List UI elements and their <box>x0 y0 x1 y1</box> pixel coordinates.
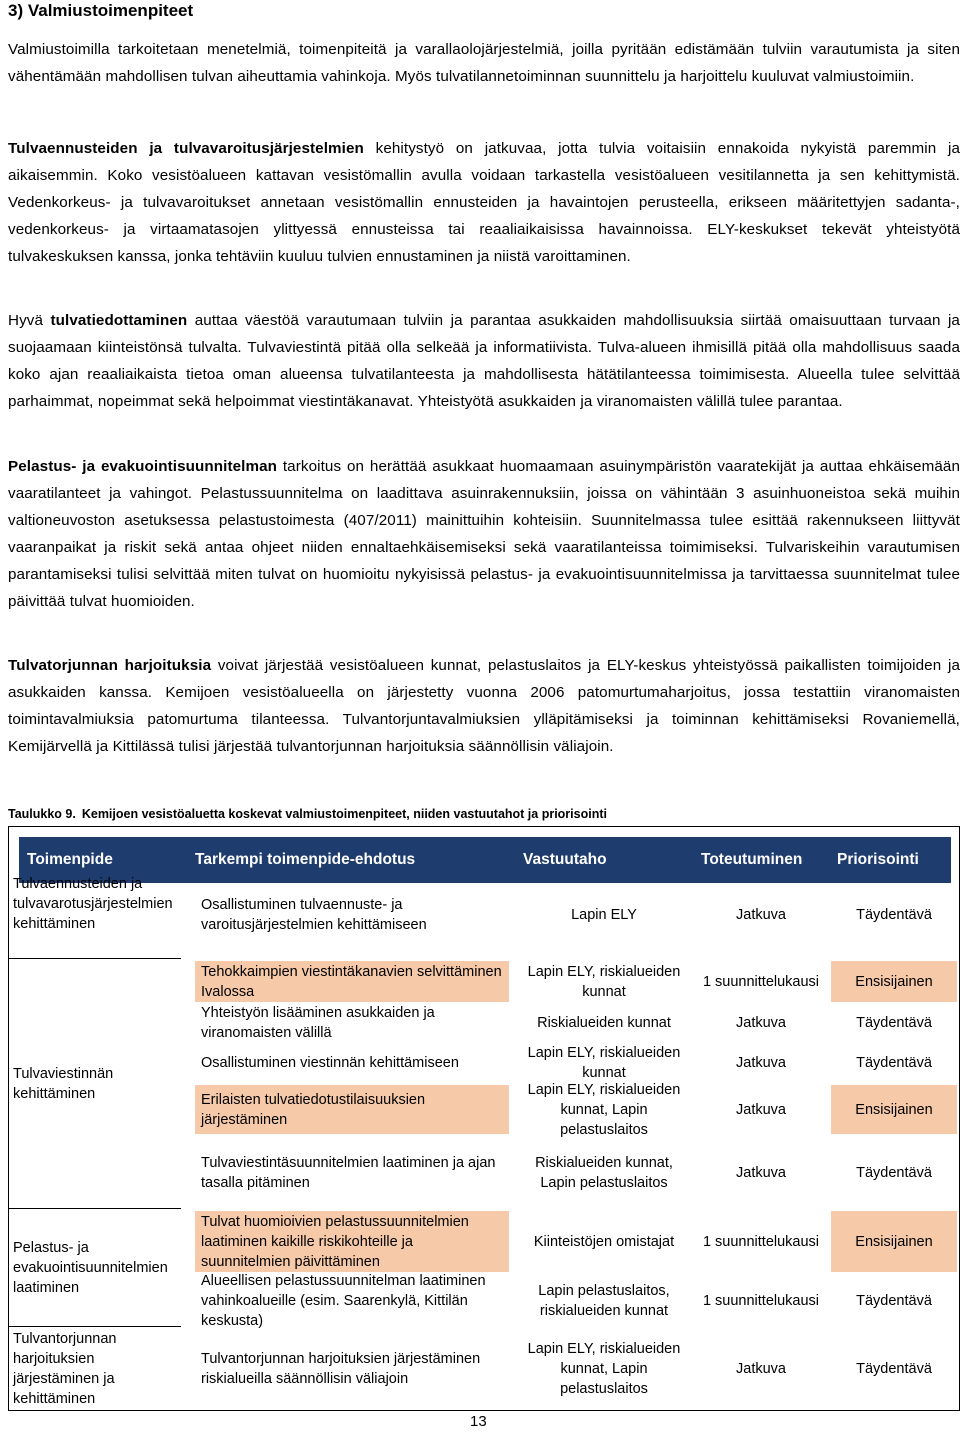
table-cell-priority-text: Täydentävä <box>856 1292 932 1309</box>
table-cell-priority <box>831 961 957 1002</box>
table-cell-responsible-text: Lapin ELY <box>571 907 637 923</box>
paragraph-communication <box>8 307 960 415</box>
table-cell-suggestion <box>195 1006 509 1040</box>
table-cell-status-text: Jatkuva <box>736 907 786 923</box>
table-cell-responsible <box>517 961 691 1002</box>
table-cell-responsible <box>517 1138 691 1207</box>
table-cell-responsible-text: Lapin ELY, riskialueiden kunnat, Lapin pelastuslaitos <box>527 1340 681 1397</box>
table-cell-suggestion-text: Tulvaviestintäsuunnitelmien laatiminen ja ajan tasalla pitäminen <box>201 1154 496 1191</box>
table-cell-status-text: 1 suunnittelukausi <box>702 1292 820 1309</box>
table-cell-responsible <box>517 1081 691 1138</box>
table-header-priority: Priorisointi <box>829 837 951 883</box>
table-cell-suggestion-text: Osallistuminen viestinnän kehittämiseen <box>201 1054 459 1071</box>
table-cell-priority <box>831 1006 957 1040</box>
table-cell-priority <box>831 1138 957 1207</box>
table-header-responsible: Vastuutaho <box>515 837 693 883</box>
table-cell-priority <box>831 1085 957 1134</box>
table-cell-status-text: 1 suunnittelukausi <box>702 973 820 990</box>
table-cell-status <box>695 1276 827 1325</box>
table-group-exercises <box>9 1327 181 1410</box>
table-cell-priority-text: Täydentävä <box>856 1164 932 1181</box>
table-cell-status <box>695 1044 827 1081</box>
table-cell-responsible-text: Lapin pelastuslaitos, riskialueiden kunnat <box>538 1282 670 1319</box>
table-cell-priority <box>831 1044 957 1081</box>
table-cell-status-text: Jatkuva <box>736 1164 786 1181</box>
paragraph-intro <box>8 36 960 90</box>
table-cell-suggestion <box>195 1211 509 1272</box>
paragraph-communication-pre: Hyvä <box>8 312 51 329</box>
table-cell-suggestion <box>195 1138 509 1207</box>
paragraph-exercises-text: voivat järjestää vesistöalueen kunnat, pelastuslaitos ja ELY-keskus yhteistyössä paikallisten toimijoiden ja asukkaiden kanssa. Kemijoen vesistöalueella on järjestetty vuonna 2006 patomurtumaharjoitus, jossa testattiin viranomaisten toimintavalmiuksia patomurtuma tilanteessa. Tulvantorjuntavalmiuksien ylläpitämiseksi ja toiminnan kehittämiseksi Rovaniemellä, Kemijärvellä ja Kittilässä tulisi järjestää tulvantorjunnan harjoituksia säännöllisin väliajoin. <box>8 657 960 755</box>
table-cell-priority-text: Ensisijainen <box>855 1101 933 1118</box>
paragraph-rescue-plan-text: tarkoitus on herättää asukkaat huomaamaan asuinympäristön vaaratekijät ja auttaa ehkäisemään vaaratilanteet ja vahingot. Pelastussuunnitelma on laadittava asuinrakennuksiin, joissa on vähintään 3 asuinhuoneistoa sekä muihin valtioneuvoston asetuksessa pelastustoimesta (407/2011) mainittuihin kohteisiin. Suunnitelmassa tulee esittää rakennukseen liittyvät vaaranpaikat ja riskit sekä antaa ohjeet niiden ennaltaehkäisemiseksi sekä vaaratilanteissa toimimiseksi. Tulvariskeihin varautumisen parantamiseksi tulisi selvittää miten tulvat on huomioitu nykyisissä pelastus- ja evakuointisuunnitelmissa ja tarvittaessa suunnitelmat tulee päivittää tulvat huomioiden. <box>8 458 960 610</box>
table-cell-responsible <box>517 1044 691 1081</box>
table-cell-status-text: Jatkuva <box>736 1101 786 1118</box>
table-cell-responsible <box>517 1329 691 1408</box>
table-cell-suggestion <box>195 1329 509 1408</box>
paragraph-forecasts <box>8 135 960 270</box>
table-cell-suggestion <box>195 1272 509 1329</box>
table-cell-suggestion <box>195 1085 509 1134</box>
table-cell-suggestion <box>195 961 509 1002</box>
table-cell-responsible <box>517 1006 691 1040</box>
table-header-status: Toteutuminen <box>693 837 829 883</box>
table-cell-responsible-text: Lapin ELY, riskialueiden kunnat <box>527 1044 681 1081</box>
table-cell-status-text: Jatkuva <box>736 1054 786 1071</box>
table-cell-status-text: Jatkuva <box>736 1015 786 1031</box>
table-cell-responsible-text: Riskialueiden kunnat <box>537 1015 671 1031</box>
table-cell-priority <box>831 1276 957 1325</box>
table-caption <box>8 806 607 822</box>
table-cell-priority-text: Täydentävä <box>856 1015 932 1031</box>
table-cell-suggestion-text: Alueellisen pelastussuunnitelman laatiminen vahinkoalueille (esim. Saarenkylä, Kittilän keskusta) <box>201 1272 486 1329</box>
table-group-exercises-label: Tulvantorjunnan harjoituksien järjestäminen ja kehittäminen <box>13 1330 117 1407</box>
table-cell-status <box>695 1085 827 1134</box>
table-caption-text: Kemijoen vesistöaluetta koskevat valmiustoimenpiteet, niiden vastuutahot ja priorisointi <box>81 807 607 821</box>
table-cell-priority-text: Ensisijainen <box>855 1233 933 1250</box>
table-cell-status <box>695 1329 827 1408</box>
table-cell-responsible-text: Riskialueiden kunnat, Lapin pelastuslaitos <box>535 1154 673 1191</box>
paragraph-rescue-plan-bold: Pelastus- ja evakuointisuunnitelman <box>8 458 278 475</box>
table-cell-status <box>695 1211 827 1272</box>
table-cell-responsible-text: Lapin ELY, riskialueiden kunnat, Lapin pelastuslaitos <box>527 1081 681 1138</box>
table-group-forecasts <box>9 871 181 959</box>
table-cell-status-text: 1 suunnittelukausi <box>702 1233 820 1250</box>
page-number: 13 <box>470 1413 487 1430</box>
table-cell-suggestion-text: Erilaisten tulvatiedotustilaisuuksien järjestäminen <box>201 1091 426 1128</box>
table-cell-priority <box>831 873 957 957</box>
paragraph-exercises <box>8 652 960 760</box>
table-cell-responsible-text: Kiinteistöjen omistajat <box>533 1233 675 1250</box>
table-cell-suggestion <box>195 1044 509 1081</box>
paragraph-communication-text: auttaa väestöä varautumaan tulviin ja parantaa asukkaiden mahdollisuuksia siirtää omaisuuttaan turvaan ja suojaamaan kiinteistönsä tulvalta. Tulvaviestintä pitää olla selkeää ja informatiivista. Tulva-alueen ihmisillä pitää olla mahdollisuus saada koko ajan reaaliaikaista tietoa oman alueensa tulvatilanteesta ja mahdollisesta hätätilanteessa toimimisesta. Alueella tulee selvittää parhaimmat, nopeimmat sekä helpoimmat viestintäkanavat. Yhteistyötä asukkaiden ja viranomaisten välillä tulee parantaa. <box>8 312 960 410</box>
table-cell-priority-text: Täydentävä <box>856 907 932 923</box>
table-cell-responsible <box>517 873 691 957</box>
table-cell-status <box>695 1006 827 1040</box>
paragraph-communication-bold: tulvatiedottaminen <box>50 312 188 329</box>
table-cell-priority-text: Ensisijainen <box>855 973 933 990</box>
table-header-measure: Toimenpide <box>19 837 187 883</box>
paragraph-forecasts-bold: Tulvaennusteiden ja tulvavaroitusjärjestelmien <box>8 140 364 157</box>
table-cell-status <box>695 961 827 1002</box>
table-cell-suggestion-text: Tehokkaimpien viestintäkanavien selvittäminen Ivalossa <box>201 963 502 1000</box>
table-cell-priority <box>831 1211 957 1272</box>
table-cell-suggestion-text: Yhteistyön lisääminen asukkaiden ja viranomaisten välillä <box>201 1005 435 1041</box>
table-group-forecasts-label: Tulvaennusteiden ja tulvavarotusjärjestelmien kehittäminen <box>13 876 173 932</box>
table-cell-responsible <box>517 1211 691 1272</box>
table-cell-responsible-text: Lapin ELY, riskialueiden kunnat <box>527 963 681 1000</box>
table-group-rescue-plans <box>9 1209 181 1327</box>
table-cell-responsible <box>517 1276 691 1325</box>
section-heading: 3) Valmiustoimenpiteet <box>8 1 194 20</box>
table-cell-suggestion-text: Tulvantorjunnan harjoituksien järjestäminen riskialueilla säännöllisin väliajoin <box>201 1350 481 1387</box>
table-cell-status-text: Jatkuva <box>736 1360 786 1377</box>
paragraph-exercises-bold: Tulvatorjunnan harjoituksia <box>8 657 212 674</box>
table-cell-status <box>695 1138 827 1207</box>
table-cell-status <box>695 873 827 957</box>
table-cell-suggestion <box>195 873 509 957</box>
table-cell-priority-text: Täydentävä <box>856 1054 932 1071</box>
table-cell-priority <box>831 1329 957 1408</box>
table-cell-suggestion-text: Tulvat huomioivien pelastussuunnitelmien laatiminen kaikille riskikohteille ja suunnitelmien päivittäminen <box>201 1213 469 1270</box>
table-cell-suggestion-text: Osallistuminen tulvaennuste- ja varoitusjärjestelmien kehittämiseen <box>201 897 427 933</box>
table-header-suggestion: Tarkempi toimenpide-ehdotus <box>187 837 515 883</box>
table-cell-priority-text: Täydentävä <box>856 1360 932 1377</box>
paragraph-intro-text: Valmiustoimilla tarkoitetaan menetelmiä, toimenpiteitä ja varallaolojärjestelmiä, joilla pyritään edistämään tulviin varautumista ja siten vähentämään mahdollisen tulvan aiheuttamia vahinkoja. Myös tulvatilannetoiminnan suunnittelu ja harjoittelu kuuluvat valmiustoimiin. <box>8 41 960 85</box>
paragraph-rescue-plan <box>8 453 960 615</box>
table-group-communication-label: Tulvaviestinnän kehittäminen <box>13 1065 114 1102</box>
measures-table <box>8 826 960 1411</box>
paragraph-forecasts-text: kehitystyö on jatkuvaa, jotta tulvia voitaisiin ennakoida nykyistä paremmin ja aikaisemmin. Koko vesistöalueen kattavan vesistömallin avulla voidaan tarkastella vesistöalueen vesitilannetta ja sen kehittymistä. Vedenkorkeus- ja tulvavaroitukset annetaan vesistömallin ennusteiden ja havaintojen perusteella, erikseen määritettyjen sadanta-, vedenkorkeus- ja virtaamatasojen ylittyessä ennusteissa tai reaaliaikaisissa havainnoissa. ELY-keskukset tekevät yhteistyötä tulvakeskuksen kanssa, jonka tehtäviin kuuluu tulvien ennustaminen ja niistä varoittaminen. <box>8 140 960 265</box>
table-caption-label: Taulukko 9. <box>8 807 76 821</box>
table-group-communication <box>9 959 181 1209</box>
table-group-rescue-plans-label: Pelastus- ja evakuointisuunnitelmien laatiminen <box>13 1239 168 1296</box>
